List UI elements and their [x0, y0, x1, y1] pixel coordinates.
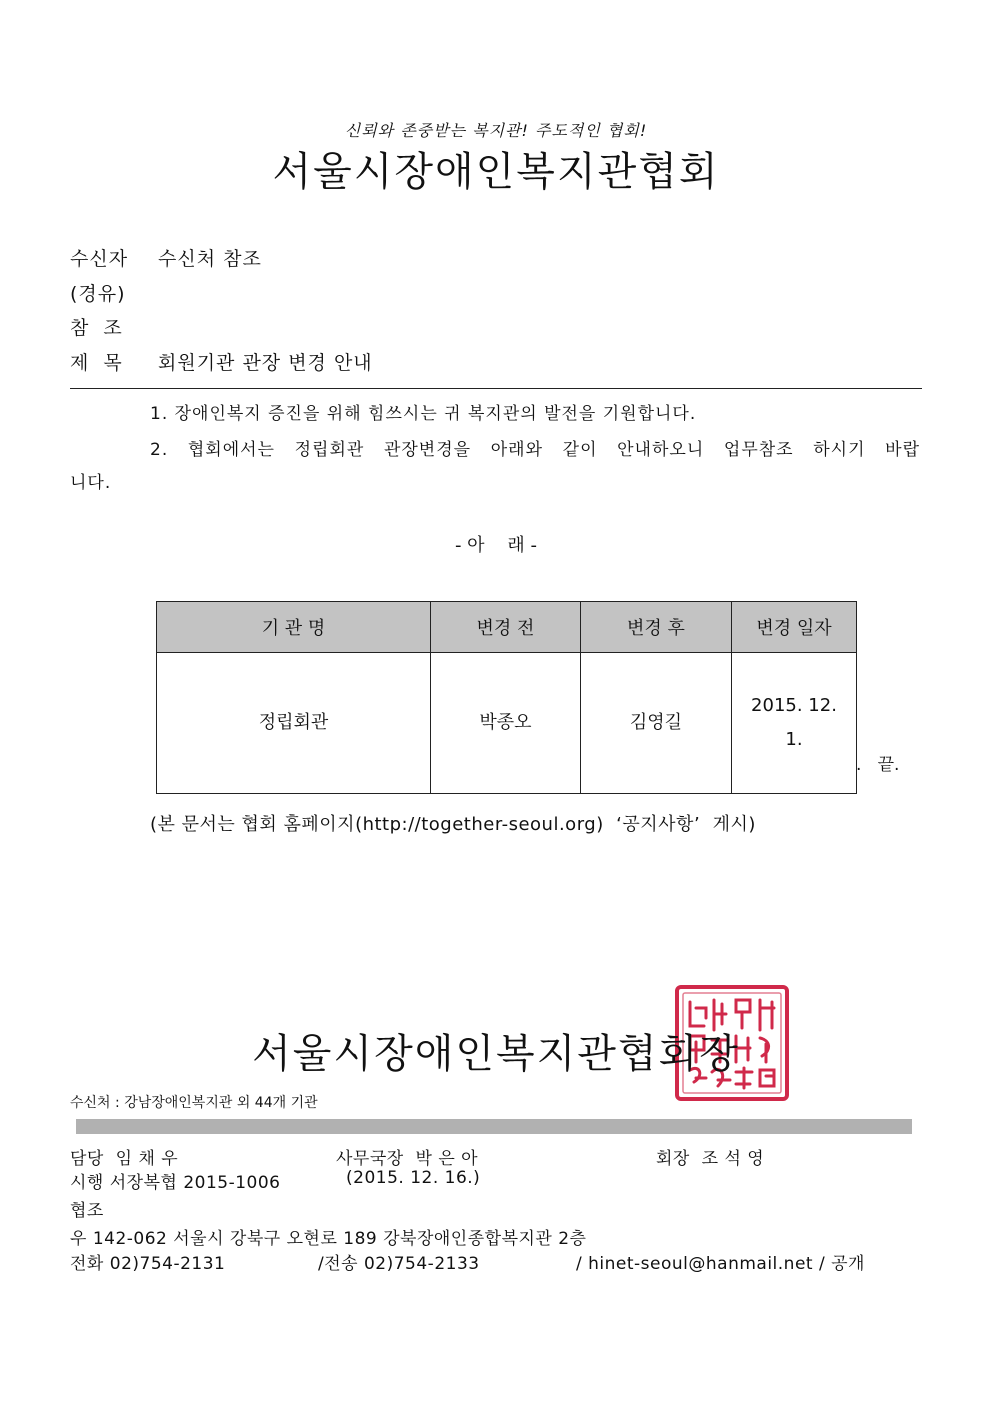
date-line-1: 2015. 12.: [751, 695, 837, 716]
recipient-value: 수신처 참조: [158, 248, 262, 270]
slogan: 신뢰와 존중받는 복지관! 주도적인 협회!: [344, 121, 648, 140]
column-header-date: 변경 일자: [732, 602, 857, 653]
via-label: (경유): [70, 283, 126, 305]
paragraph-1: 1. 장애인복지 증진을 위해 힘쓰시는 귀 복지관의 발전을 기원합니다.: [150, 404, 697, 424]
subject-value: 회원기관 관장 변경 안내: [158, 352, 373, 374]
phone: 전화 02)754-2131: [70, 1254, 226, 1274]
table-row: [157, 653, 857, 794]
enforcement-date: (2015. 12. 16.): [346, 1168, 481, 1188]
cell-org: 정립회관: [157, 653, 431, 794]
recipient-label: 수신자: [70, 248, 129, 270]
cell-after: 김영길: [581, 653, 732, 794]
subject-label: 제 목: [70, 352, 123, 374]
reference-row: [70, 313, 158, 340]
paragraph-2-line-2: 니다.: [70, 473, 112, 493]
recipients-list: 수신처 : 강남장애인복지관 외 44개 기관: [70, 1095, 318, 1111]
footer-divider: [76, 1119, 912, 1134]
enforcement-number: 시행 서장복협 2015-1006: [70, 1173, 281, 1193]
below-heading: - 아 래 -: [454, 535, 538, 556]
organization-title: 서울시장애인복지관협회: [272, 149, 720, 195]
recipient-row: [70, 244, 262, 271]
cooperation-label: 협조: [70, 1201, 104, 1221]
subject-row: [70, 348, 373, 375]
end-mark: . 끝.: [856, 755, 900, 775]
cell-before: 박종오: [431, 653, 581, 794]
column-header-after: 변경 후: [581, 602, 732, 653]
secretary-general: 사무국장 박 은 아: [336, 1149, 479, 1169]
fax: /전송 02)754-2133: [318, 1254, 480, 1274]
date-line-2: 1.: [785, 729, 803, 750]
paragraph-2-line-1: 2. 협회에서는 정립회관 관장변경을 아래와 같이 안내하오니 업무참조 하시기 바랍: [150, 440, 920, 460]
table-header-row: [157, 602, 857, 653]
header-divider: [70, 388, 922, 389]
change-table: [156, 601, 857, 794]
column-header-org: 기 관 명: [157, 602, 431, 653]
column-header-before: 변경 전: [431, 602, 581, 653]
homepage-note: (본 문서는 협회 홈페이지(http://together-seoul.org) ‘공지사항’ 게시): [150, 814, 756, 835]
via-row: [70, 279, 158, 306]
reference-label: 참 조: [70, 317, 123, 339]
staff-in-charge: 담당 임 채 우: [70, 1149, 179, 1169]
address: 우 142-062 서울시 강북구 오현로 189 강북장애인종합복지관 2층: [70, 1229, 587, 1249]
cell-date: [732, 653, 857, 794]
signature-title: 서울시장애인복지관협회장: [252, 1031, 740, 1077]
president: 회장 조 석 영: [656, 1149, 765, 1169]
email-public: / hinet-seoul@hanmail.net / 공개: [576, 1254, 865, 1274]
